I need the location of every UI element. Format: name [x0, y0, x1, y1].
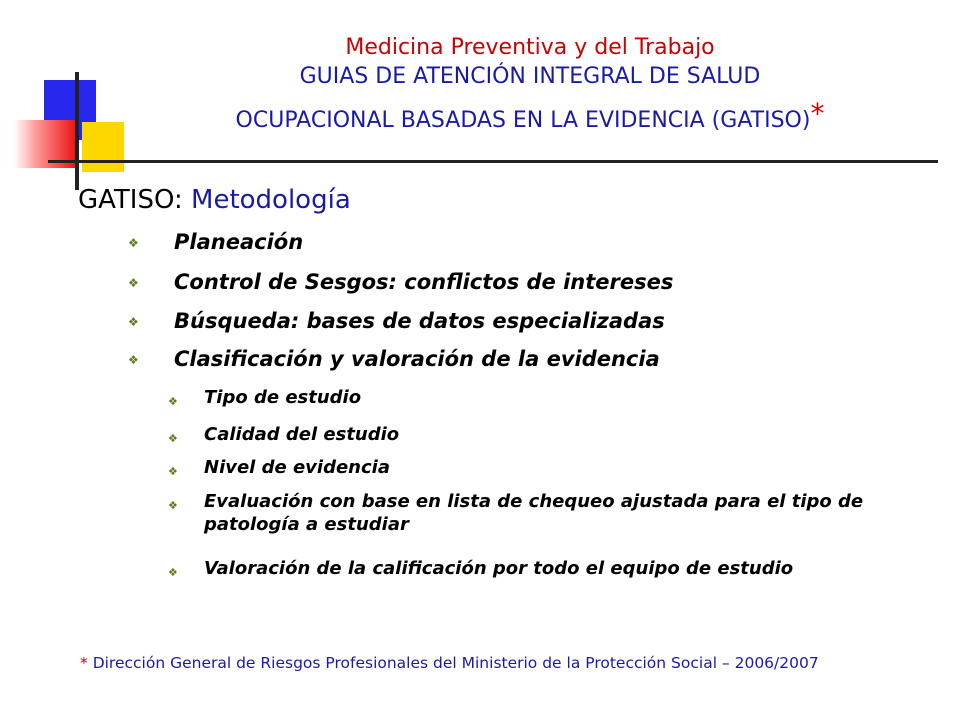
- diamond-bullet-icon: ❖: [168, 465, 178, 478]
- diamond-bullet-icon: ❖: [128, 353, 139, 367]
- diamond-bullet-icon: ❖: [168, 395, 178, 408]
- slide-title-line-1: Medicina Preventiva y del Trabajo: [345, 35, 715, 60]
- diamond-bullet-icon: ❖: [168, 432, 178, 445]
- bullet-text: Clasificación y valoración de la evidencia: [174, 347, 660, 371]
- diamond-bullet-icon: ❖: [168, 499, 178, 512]
- sub-bullet-text: Evaluación con base en lista de chequeo ajustada para el tipo de patología a estudiar: [204, 491, 864, 535]
- bullet-text: Control de Sesgos: conflictos de intereses: [174, 270, 674, 294]
- slide-title-line-2: GUIAS DE ATENCIÓN INTEGRAL DE SALUD: [299, 64, 761, 89]
- diamond-bullet-icon: ❖: [128, 236, 139, 250]
- slide-title-line-3-text: OCUPACIONAL BASADAS EN LA EVIDENCIA (GATISO): [235, 108, 811, 133]
- sub-bullet-text: Valoración de la calificación por todo el equipo de estudio: [204, 558, 794, 579]
- decor-horizontal-line: [48, 160, 938, 163]
- slide-title-line-3: [130, 97, 930, 133]
- bullet-text: Planeación: [174, 230, 304, 254]
- section-heading-prefix: GATISO:: [78, 185, 192, 215]
- sub-bullet-text: Tipo de estudio: [204, 387, 362, 408]
- diamond-bullet-icon: ❖: [168, 566, 178, 579]
- sub-bullet-text: Calidad del estudio: [204, 424, 400, 445]
- footnote-asterisk: *: [80, 654, 88, 672]
- bullet-text: Búsqueda: bases de datos especializadas: [174, 309, 665, 333]
- footnote-text: Dirección General de Riesgos Profesionales del Ministerio de la Protección Social – 2006/2007: [92, 654, 819, 672]
- sub-bullet-text: Nivel de evidencia: [204, 457, 390, 478]
- section-heading-highlight: Metodología: [191, 185, 351, 215]
- diamond-bullet-icon: ❖: [128, 315, 139, 329]
- decor-vertical-line: [75, 72, 79, 190]
- section-heading: [78, 185, 351, 215]
- footnote: [80, 654, 930, 672]
- title-asterisk: *: [810, 97, 825, 130]
- diamond-bullet-icon: ❖: [128, 276, 139, 290]
- decor-yellow-square: [82, 122, 124, 172]
